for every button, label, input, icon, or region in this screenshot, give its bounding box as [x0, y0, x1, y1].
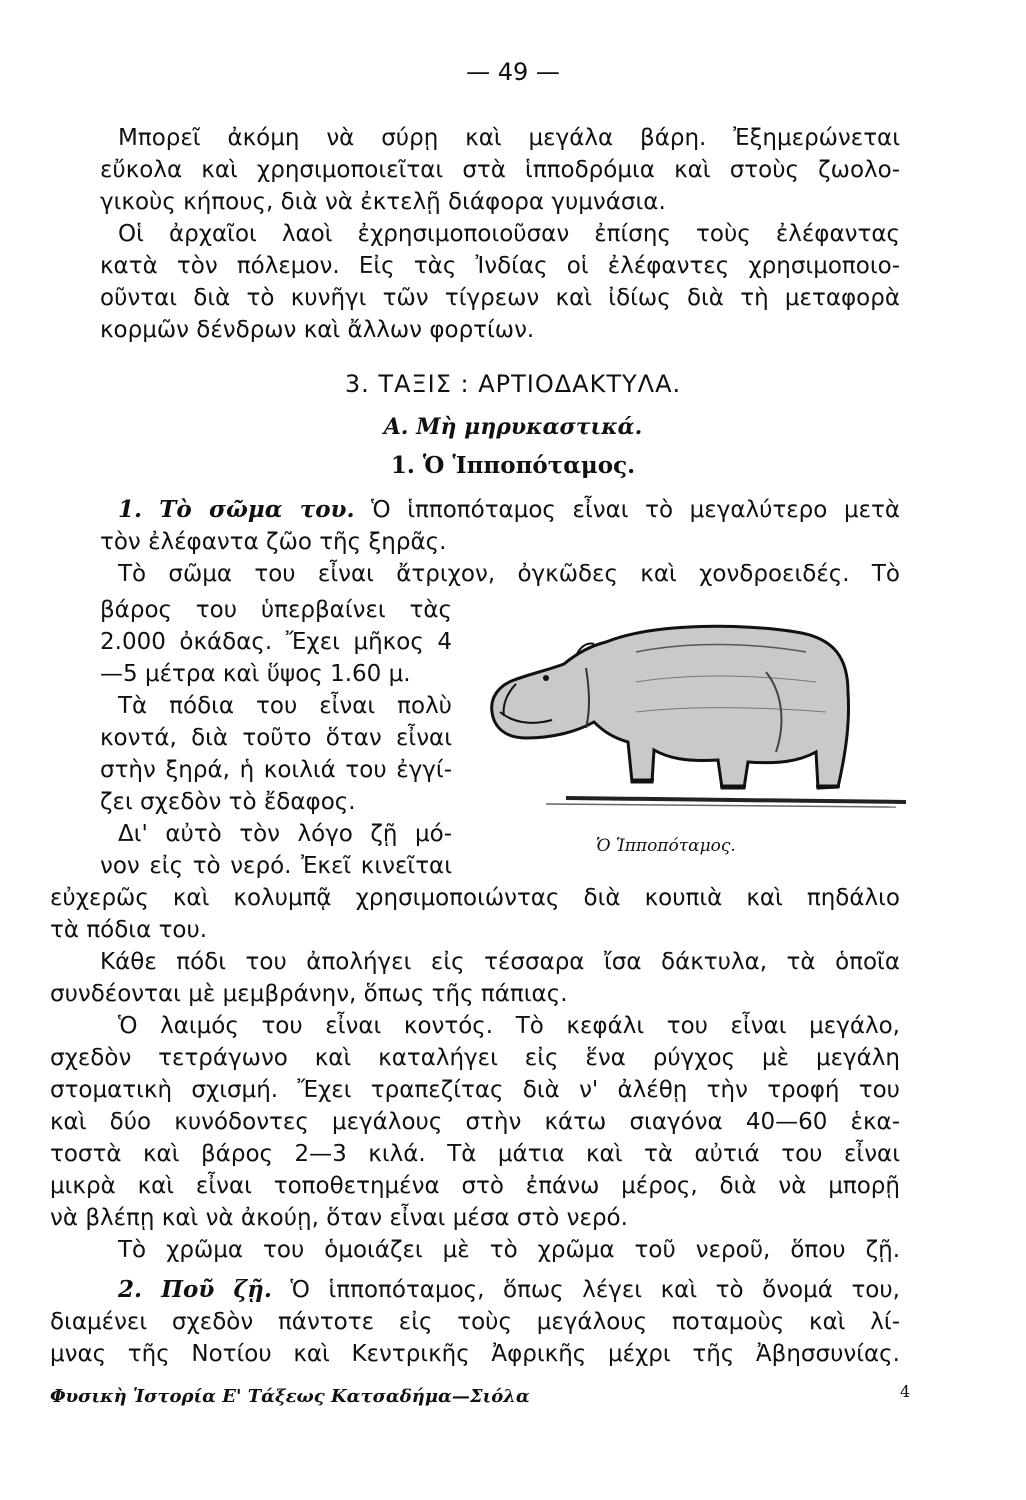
text-line: Τὸ χρῶμα του ὁμοιάζει μὲ τὸ χρῶμα τοῦ νεροῦ, ὅπου ζῇ. [118, 1237, 900, 1263]
text-line: εὔκολα καὶ χρησιμοποιεῖται στὰ ἱπποδρόμια καὶ στοὺς ζωολο- [100, 157, 900, 183]
hippopotamus-illustration [486, 612, 906, 827]
heading-sub: Α. Μὴ μηρυκαστικά. [383, 414, 643, 440]
section-2-text: Ὁ ἱπποπόταμος, ὅπως λέγει καὶ τὸ ὄνομά του, [290, 1277, 900, 1303]
text-line: εὐχερῶς καὶ κολυμπᾷ χρησιμοποιώντας διὰ κουπιὰ καὶ πηδάλιο [50, 885, 900, 911]
text-line: Ὁ λαιμός του εἶναι κοντός. Τὸ κεφάλι του εἶναι μεγάλο, [118, 1013, 900, 1039]
text-line: στὴν ξηρά, ἡ κοιλιά του ἐγγί- [100, 757, 452, 783]
section-2-first-line [118, 1274, 900, 1306]
text-line: Κάθε πόδι του ἀπολήγει εἰς τέσσαρα ἴσα δάκτυλα, τὰ ὁποῖα [100, 949, 900, 975]
section-1-text: Ὁ ἱπποπόταμος εἶναι τὸ μεγαλύτερο μετὰ [371, 497, 901, 523]
text-line: 2.000 ὀκάδας. Ἔχει μῆκος 4 [100, 629, 452, 655]
text-line: οῦνται διὰ τὸ κυνῆγι τῶν τίγρεων καὶ ἰδίως διὰ τὴ μεταφορὰ [100, 285, 900, 311]
text-line: τοστὰ καὶ βάρος 2—3 κιλά. Τὰ μάτια καὶ τὰ αὐτιά του εἶναι [50, 1141, 900, 1167]
text-line: μνας τῆς Νοτίου καὶ Κεντρικῆς Ἀφρικῆς μέχρι τῆς Ἀβησσυνίας. [50, 1341, 900, 1367]
text-line: διαμένει σχεδὸν πάντοτε εἰς τοὺς μεγάλους ποταμοὺς καὶ λί- [50, 1309, 900, 1335]
text-line: συνδέονται μὲ μεμβράνην, ὅπως τῆς πάπιας. [50, 981, 568, 1007]
text-line: Μπορεῖ ἀκόμη νὰ σύρῃ καὶ μεγάλα βάρη. Ἐξημερώνεται [118, 125, 900, 151]
page-number: — 49 — [466, 58, 560, 86]
text-line: γικοὺς κήπους, διὰ νὰ ἐκτελῇ διάφορα γυμνάσια. [100, 189, 666, 215]
section-1-first-line [118, 494, 900, 526]
text-line: κορμῶν δένδρων καὶ ἄλλων φορτίων. [100, 317, 535, 343]
text-line: κατὰ τὸν πόλεμον. Εἰς τὰς Ἰνδίας οἱ ἐλέφαντες χρησιμοποιο- [100, 253, 900, 279]
text-line: τὸν ἐλέφαντα ζῶο τῆς ξηρᾶς. [100, 529, 447, 555]
book-footer: Φυσικὴ Ἱστορία Ε' Τάξεως Κατσαδήμα—Σιόλα [50, 1386, 530, 1407]
text-line: —5 μέτρα καὶ ὕψος 1.60 μ. [100, 661, 411, 687]
text-line: βάρος του ὑπερβαίνει τὰς [100, 597, 452, 623]
text-line: Δι' αὐτὸ τὸν λόγο ζῇ μό- [118, 821, 452, 847]
hippo-eye [543, 675, 549, 681]
text-line: ζει σχεδὸν τὸ ἔδαφος. [100, 789, 356, 815]
text-line: σχεδὸν τετράγωνο καὶ καταλήγει εἰς ἕνα ρύγχος μὲ μεγάλη [50, 1045, 900, 1071]
text-line: καὶ δύο κυνόδοντες μεγάλους στὴν κάτω σιαγόνα 40—60 ἑκα- [50, 1109, 900, 1135]
signature-mark: 4 [900, 1382, 911, 1401]
heading-class: 3. ΤΑΞΙΣ : ΑΡΤΙΟΔΑΚΤΥΛΑ. [344, 370, 682, 398]
text-line: τὰ πόδια του. [50, 917, 208, 943]
text-line: Οἱ ἀρχαῖοι λαοὶ ἐχρησιμοποιοῦσαν ἐπίσης τοὺς ἐλέφαντας [118, 221, 900, 247]
text-line: μικρὰ καὶ εἶναι τοποθετημένα στὸ ἐπάνω μέρος, διὰ νὰ μπορῇ [50, 1173, 900, 1199]
heading-title: 1. Ὁ Ἱπποπόταμος. [390, 452, 636, 479]
ground-line [566, 798, 906, 802]
figure-caption: Ὁ Ἱπποπόταμος. [596, 836, 736, 856]
section-2-label: 2. Ποῦ ζῇ. [118, 1276, 272, 1303]
ground-shadow [546, 804, 896, 807]
text-line: κοντά, διὰ τοῦτο ὅταν εἶναι [100, 725, 452, 751]
section-1-label: 1. Τὸ σῶμα του. [118, 496, 355, 523]
text-line: στοματικὴ σχισμή. Ἔχει τραπεζίτας διὰ ν' ἀλέθῃ τὴν τροφή του [50, 1077, 900, 1103]
text-line: Τὰ πόδια του εἶναι πολὺ [118, 693, 452, 719]
text-line: νὰ βλέπῃ καὶ νὰ ἀκούῃ, ὅταν εἶναι μέσα στὸ νερό. [50, 1205, 628, 1231]
text-line: νον εἰς τὸ νερό. Ἐκεῖ κινεῖται [100, 853, 452, 879]
text-line: Τὸ σῶμα του εἶναι ἄτριχον, ὀγκῶδες καὶ χονδροειδές. Τὸ [118, 561, 900, 587]
